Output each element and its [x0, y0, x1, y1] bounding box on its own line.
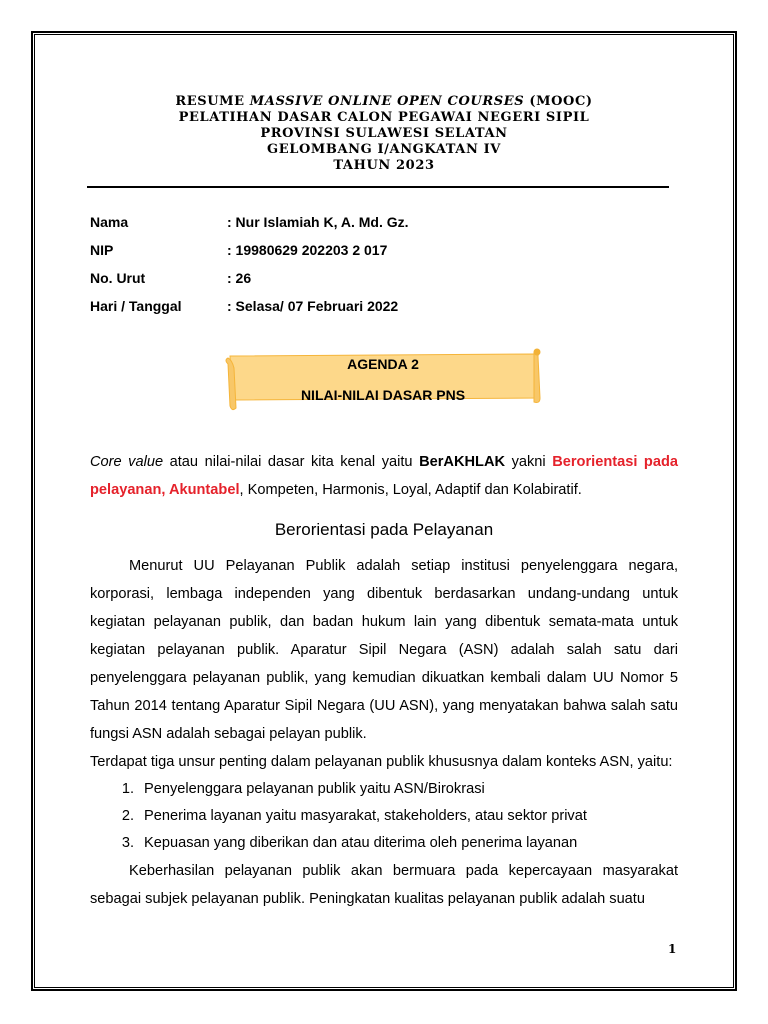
core-value-term: Core value [90, 454, 164, 470]
intro-paragraph [90, 448, 678, 504]
agenda-subtitle: NILAI-NILAI DASAR PNS [300, 387, 466, 403]
document-header [90, 94, 678, 174]
list-text: Penerima layanan yaitu masyarakat, stakeholders, atau sektor privat [144, 808, 587, 824]
intro-text: atau nilai-nilai dasar kita kenal yaitu [163, 454, 420, 470]
agenda-scroll-banner [224, 348, 542, 410]
header-line-2: PELATIHAN DASAR CALON PEGAWAI NEGERI SIPIL [178, 110, 590, 125]
header-line-1 [90, 94, 678, 110]
ordered-list [90, 776, 678, 857]
paragraph: Menurut UU Pelayanan Publik adalah setiap institusi penyelenggara negara, korporasi, lembaga independen yang dibentuk berdasarkan undang-undang untuk kegiatan pelayanan publik, dan badan hukum lain yang dibentuk semata-mata untuk kegiatan pelayanan publik. Aparatur Sipil Negara (ASN) adalah salah satu dari penyelenggara pelayanan publik, yang kemudian dikuatkan kembali dalam UU Nomor 5 Tahun 2014 tentang Aparatur Sipil Negara (UU ASN), yang menyatakan bahwa salah satu fungsi ASN adalah sebagai pelayan publik. [90, 558, 678, 742]
identity-key: Hari / Tanggal [90, 298, 182, 314]
identity-value: : 19980629 202203 2 017 [227, 242, 388, 258]
identity-value: : Selasa/ 07 Februari 2022 [227, 298, 399, 314]
header-line-1-b: MASSIVE ONLINE OPEN COURSES [249, 94, 525, 109]
paragraph: Terdapat tiga unsur penting dalam pelayanan publik khususnya dalam konteks ASN, yaitu: [90, 754, 673, 770]
agenda-title: AGENDA 2 [347, 356, 419, 372]
identity-row-nama [90, 212, 650, 240]
paragraph: Keberhasilan pelayanan publik akan bermuara pada kepercayaan masyarakat sebagai subjek pelayanan publik. Peningkatan kualitas pelayanan publik adalah suatu [90, 863, 678, 907]
list-text: Penyelenggara pelayanan publik yaitu ASN/Birokrasi [144, 781, 485, 797]
list-number: 2. [121, 808, 134, 824]
identity-value: : 26 [227, 270, 252, 286]
document-body [90, 448, 678, 913]
list-number: 3. [121, 835, 134, 851]
header-line-4: GELOMBANG I/ANGKATAN IV [267, 142, 501, 157]
list-text: Kepuasan yang diberikan dan atau diterima oleh penerima layanan [144, 835, 578, 851]
identity-key: No. Urut [90, 270, 146, 286]
header-divider [87, 186, 669, 188]
intro-text: , Kompeten, Harmonis, Loyal, Adaptif dan Kolabiratif. [239, 482, 582, 498]
identity-value: : Nur Islamiah K, A. Md. Gz. [227, 214, 409, 230]
section-title: Berorientasi pada Pelayanan [274, 520, 494, 539]
berakhlak-term: BerAKHLAK [419, 454, 506, 470]
identity-block [90, 212, 650, 324]
page-number: 1 [668, 942, 677, 956]
header-line-5: TAHUN 2023 [333, 158, 435, 173]
header-line-3: PROVINSI SULAWESI SELATAN [260, 126, 508, 141]
list-number: 1. [121, 781, 134, 797]
intro-text: yakni [505, 454, 553, 470]
highlighted-values: Berorientasi pada pelayanan, Akuntabel [90, 454, 678, 498]
header-line-1-c: (MOOC) [524, 94, 593, 109]
identity-key: Nama [90, 214, 129, 230]
identity-row-no-urut [90, 268, 650, 296]
list-item [90, 830, 678, 857]
header-line-1-a: RESUME [175, 94, 250, 109]
identity-row-tanggal [90, 296, 650, 324]
list-item [90, 776, 678, 803]
list-item [90, 803, 678, 830]
identity-row-nip [90, 240, 650, 268]
identity-key: NIP [90, 242, 114, 258]
